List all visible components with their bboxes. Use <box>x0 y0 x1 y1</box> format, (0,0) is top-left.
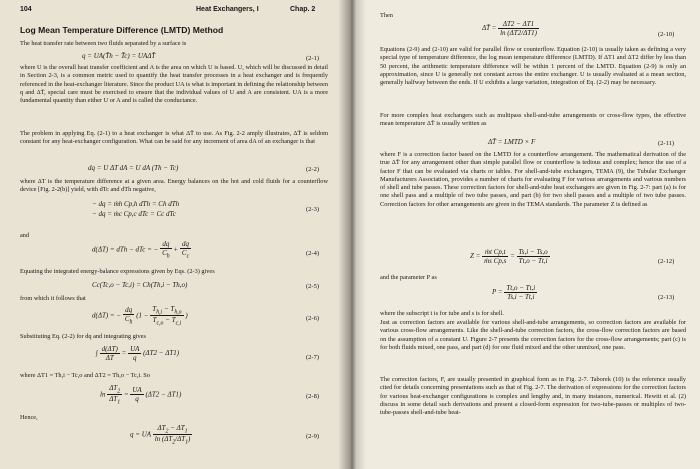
eq-2-4-mid: + <box>173 245 179 254</box>
intro-text: The heat transfer rate between two fluids separated by a surface is <box>20 40 187 47</box>
equation-2-8: ln $\frac{\Delta T_2}{\Delta T_1}$ = $\frac{UA}{q}$ (ΔT2 − ΔT1) <box>100 384 182 406</box>
equation-number: (2-5) <box>306 283 319 290</box>
eq-2-12-lhs: Z = <box>470 252 481 261</box>
book-gutter <box>338 0 366 469</box>
chapter-tag: Chap. 2 <box>290 6 316 13</box>
fraction <box>482 248 508 265</box>
paragraph: and the parameter P as <box>380 274 437 281</box>
equation-number: (2-13) <box>658 294 675 301</box>
equation-number: (2-4) <box>306 250 319 257</box>
fraction-numerator: Tt,o − Tt,i <box>506 284 536 292</box>
eq-2-10-lhs: ΔT̄ = <box>482 24 497 33</box>
fraction: $\frac{dq}{C_c}$ <box>181 240 190 260</box>
page-number: 104 <box>20 6 32 13</box>
right-page <box>352 0 700 469</box>
eq-2-8-lhs: ln <box>100 390 106 399</box>
fraction: $\frac{T_{h,i} - T_{h,o}}{T_{c,o} - T_{c,i}}$ <box>152 305 182 327</box>
paragraph: Substituting Eq. (2-2) for dq and integrating gives <box>20 333 146 340</box>
hence-word: Hence, <box>20 414 38 421</box>
eq-2-12-equals: = <box>510 252 515 261</box>
fraction-numerator: Ts,i − Ts,o <box>518 248 548 256</box>
equation-2-3a: − dq = ṁh Cp,h dTh = Ch dTh <box>92 200 180 208</box>
equation-2-2: dq = U ΔT dA = U dA (Th − Tc) <box>88 164 179 172</box>
fraction: $\frac{d(\Delta T)}{\Delta T}$ <box>101 345 118 362</box>
fraction <box>498 20 539 37</box>
fraction-numerator: ΔT2 − ΔT1 <box>498 20 539 29</box>
paragraph: where U is the overall heat transfer coefficient and A is the area on which U is based. U, which will be discussed in detail in Section 2-3, is a common metric used to quantify the heat transfer processes in a heat exchanger and is frequently referenced in the heat-exchanger literature. Since the product UA is what is important in defining the relationship between q and ΔT̄, special care must be exercised to ensure that the individual values of U and A are consistent. UA is a more fundamental quantity than either U or A and is called the conductance. <box>20 64 328 105</box>
fraction: $\frac{UA}{q}$ <box>132 386 142 404</box>
equation-2-5: Cc(Tc,o − Tc,i) = Ch(Th,i − Th,o) <box>92 281 188 289</box>
equation-number: (2-10) <box>658 31 675 38</box>
equation-number: (2-2) <box>306 166 319 173</box>
eq-2-13-lhs: P = <box>492 288 503 297</box>
equation-number: (2-12) <box>658 258 675 265</box>
fraction: $\frac{\Delta T_2 - \Delta T_1}{\ln (\Delta T_2/\Delta T_1)}$ <box>154 424 191 446</box>
equation-number: (2-6) <box>306 315 319 322</box>
eq-2-9-lhs: q = UA <box>130 430 151 439</box>
fraction: $\frac{UA}{q}$ <box>130 345 140 362</box>
equation-2-13 <box>492 284 537 301</box>
and-word: and <box>20 232 30 239</box>
equation-2-9 <box>130 424 192 446</box>
equation-number: (2-1) <box>306 55 319 62</box>
equation-2-11: ΔT̄ = LMTD × F <box>488 138 536 146</box>
fraction <box>504 284 537 301</box>
equation-number: (2-9) <box>306 433 319 440</box>
fraction-denominator: ṁs Cp,s <box>484 257 507 265</box>
paragraph: For more complex heat exchangers such as multipass shell-and-tube arrangements or cross-flow types, the effective mean temperature ΔT̄ is usually written as <box>380 112 686 128</box>
paragraph: where the subscript t is for tube and s is for shell. <box>380 310 504 317</box>
equation-2-6: d(ΔT) = − $\frac{dq}{C_h}$ (1 − $\frac{T_{h,i} - T_{h,o}}{T_{c,o} - T_{c,i}}$ ) <box>92 305 188 327</box>
fraction-denominator: Ts,i − Tt,i <box>507 293 535 301</box>
fraction <box>517 248 550 265</box>
paragraph: where F is a correction factor based on the LMTD for a counterflow arrangement. The mathematical derivation of the true ΔT̄ for any arrangement other than simple parallel flow or counterflow is tedious and complex; hence the use of a factor F that can be evaluated via charts or tables. For shell-and-tube exchangers, TEMA (9), the Tubular Exchanger Manufacturers Association, provides a number of charts for evaluating F for various arrangements and various numbers of shell and tube passes. These correction factors for shell-and-tube heat exchangers are given in Fig. 2-7: part (a) is for one shell pass and a multiple of two tube passes, and part (b) for two shell passes and a multiple of two tube passes. Correction factors for other arrangements are given in the TEMA standards. The parameter Z is defined as <box>380 151 686 208</box>
paragraph: from which it follows that <box>20 295 86 302</box>
equation-2-1: q = UA(T̄h − T̄c) = UAΔT̄ <box>82 52 156 60</box>
equation-2-7: ∫ $\frac{d(\Delta T)}{\Delta T}$ = $\frac{UA}{q}$ (ΔT2 − ΔT1) <box>96 345 180 362</box>
equation-number: (2-3) <box>306 206 319 213</box>
equation-2-12 <box>470 248 550 265</box>
eq-2-6-lhs: d(ΔT) = − <box>92 311 122 320</box>
paragraph: The problem in applying Eq. (2-1) to a heat exchanger is what ΔT̄ to use. As Fig. 2-2 amply illustrates, ΔT̄ is seldom constant for any heat-exchanger configuration. What can be said for any increment of area dA of an exchanger is that <box>20 130 328 146</box>
section-title: Log Mean Temperature Difference (LMTD) Method <box>20 25 224 35</box>
paragraph: where ΔT is the temperature difference at a given area. Energy balances on the hot and cold fluids for a counterflow device [Fig. 2-2(b)] yield, with dTc and dTh negative, <box>20 178 328 194</box>
fraction-denominator: Tt,o − Tt,i <box>518 257 548 265</box>
eq-2-8-rhs: (ΔT2 − ΔT1) <box>145 390 182 399</box>
equation-number: (2-11) <box>658 140 675 147</box>
eq-2-4-lhs: d(ΔT) = dTh − dTc = − <box>92 245 159 254</box>
fraction-numerator: ṁt Cp,t <box>482 248 508 257</box>
paragraph: Equating the integrated energy-balance expressions given by Eqs. (2-3) gives <box>20 268 215 275</box>
paragraph: where ΔT1 = Th,i − Tc,o and ΔT2 = Th,o − Tc,i. So <box>20 372 150 379</box>
equation-number: (2-8) <box>306 393 319 400</box>
equation-2-3b: − dq = ṁc Cp,c dTc = Cc dTc <box>92 210 176 218</box>
equation-2-4 <box>92 240 191 259</box>
equation-number: (2-7) <box>306 354 319 361</box>
eq-2-7-rhs: (ΔT2 − ΔT1) <box>143 349 180 358</box>
paragraph: The correction factors, F, are usually presented in graphical form as in Fig. 2-7. Taborek (10) is the reference usually cited for details concerning presentations such as that of Fig. 2-7. The derivation of expressions for the correction factors for various heat-exchanger configurations is complex and lengthy and, in many instances, numerical. Hewitt et al. (2) discuss in some detail such derivations and present a closed-form expression for two-tube-passes or multiples of two-tube-passes shell-and-tube heat- <box>380 376 686 417</box>
fraction: $\frac{dq}{C_h}$ <box>162 240 170 260</box>
fraction: $\frac{\Delta T_2}{\Delta T_1}$ <box>109 384 121 406</box>
fraction: $\frac{dq}{C_h}$ <box>124 306 133 326</box>
paragraph: Just as correction factors are available for various shell-and-tube arrangements, so correction factors are available for various cross-flow arrangements. Like the shell-and-tube correction factors, the cross-flow correction factors are based on the assumption of a constant U. Figure 2-7 presents the correction factors for the cross-flow arrangements; part (c) is for both fluids mixed, one pass, and part (d) for one fluid mixed and the other unmixed, one pass. <box>380 319 686 351</box>
running-head: Heat Exchangers, I <box>196 6 259 13</box>
paragraph: Equations (2-9) and (2-10) are valid for parallel flow or counterflow. Equation (2-10) is usually taken as defining a very special type of temperature difference, the log mean temperature difference (LMTD). If ΔT1 and ΔT2 differ by less than 50 percent, the arithmetic temperature difference will be within 1 percent of the LMTD. Equation (2-9) is only an approximation, since U is generally not constant across the entire exchanger. U is usually evaluated at a mean section, generally halfway between the ends. If U exhibits a large variation, integration of Eq. (2-2) may be necessary. <box>380 46 686 87</box>
then-word: Then <box>380 12 393 19</box>
equation-2-10 <box>482 20 539 37</box>
fraction-denominator: ln (ΔT2/ΔT1) <box>500 29 537 37</box>
